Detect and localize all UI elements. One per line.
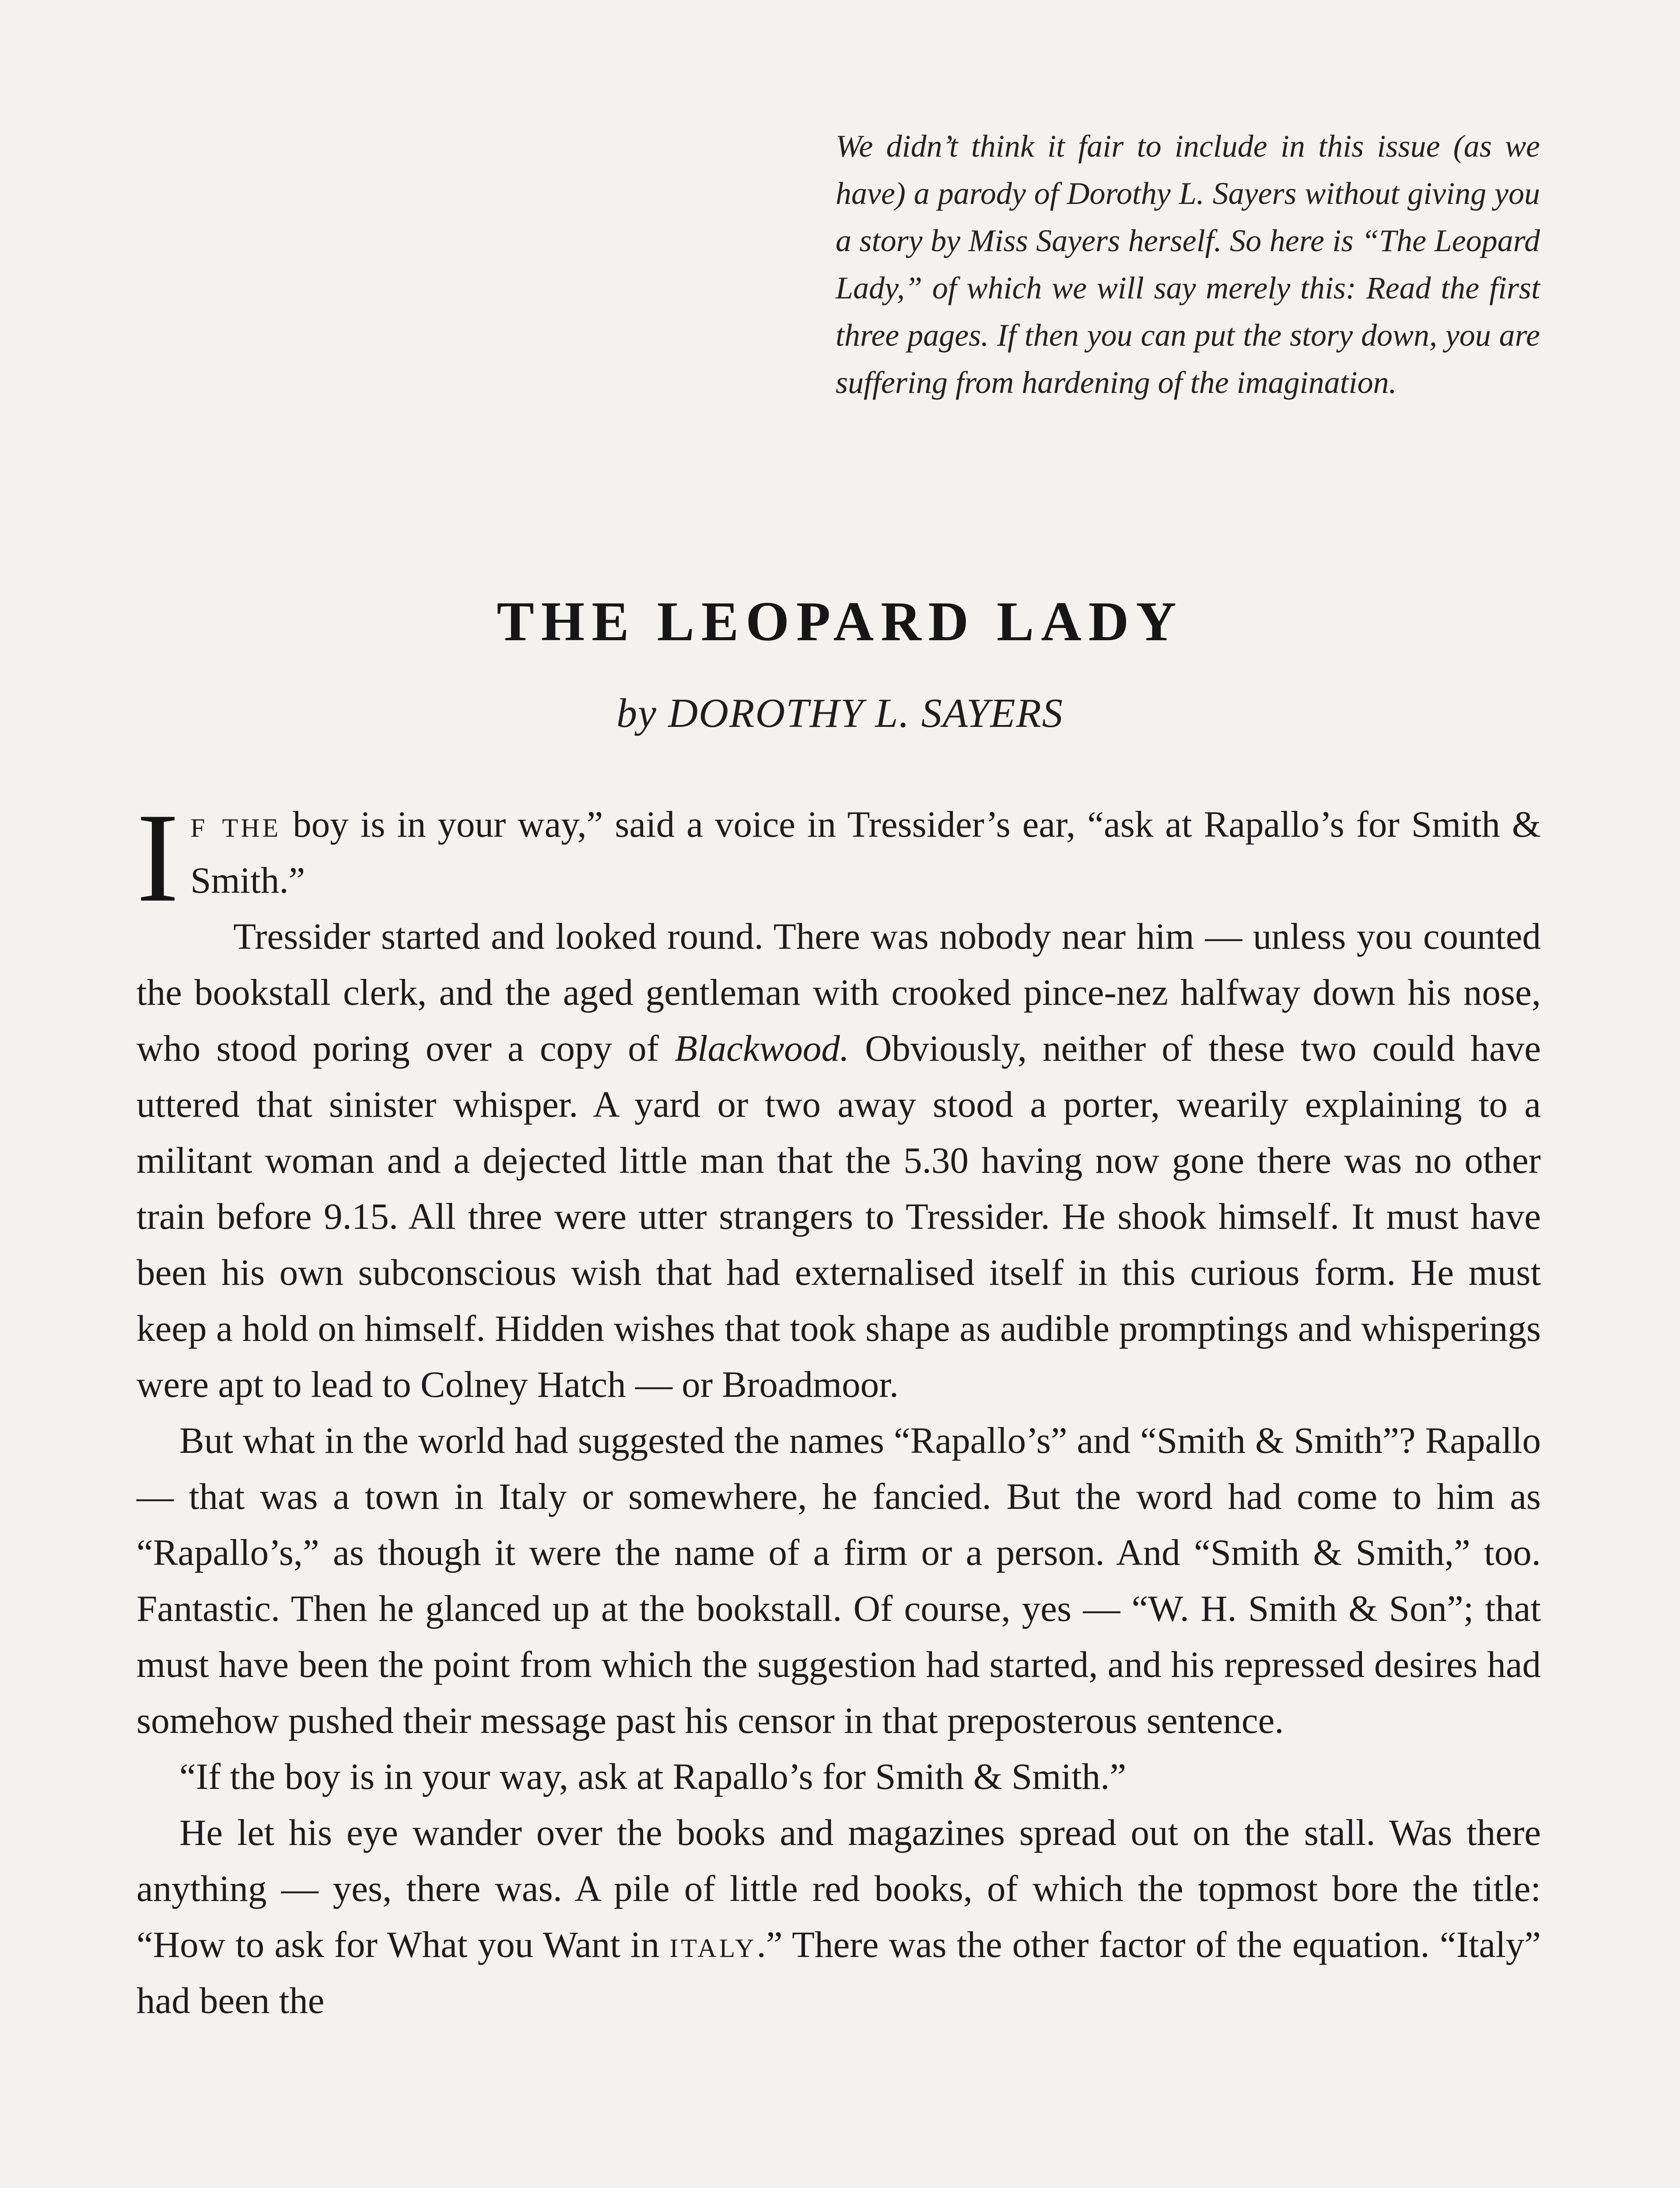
drop-cap: I (136, 787, 179, 929)
opening-small-caps: f the (190, 804, 281, 845)
story-title: THE LEOPARD LADY (497, 590, 1183, 652)
paragraph-4: “If the boy is in your way, ask at Rapallo’s for Smith & Smith.” (179, 1756, 1127, 1797)
story-body (136, 787, 1541, 2029)
paragraph-5-text-before: He let his eye wander over the books and magazines spread out on the stall. Was there anything — yes, there was. A pile of little red books, of which the topmost bore the title: “How to ask for What you Want in (136, 1812, 1541, 1965)
magazine-title-italic: Blackwood. (675, 1028, 850, 1069)
paragraph-2-text-before: Tressider started and looked round. There was nobody near him — unless you counted the bookstall clerk, and the aged gentleman with crooked pince-nez halfway down his nose, who stood poring over a copy of (136, 916, 1541, 1069)
paragraph-1 (136, 787, 1541, 929)
paragraph-5-text-after: .” There was the other factor of the equation. “Italy” had been the (136, 1924, 1541, 2021)
paragraph-1-text: boy is in your way,” said a voice in Tressider’s ear, “ask at Rapallo’s for Smith & Smith.” (190, 804, 1541, 901)
italy-small-caps: italy (669, 1924, 757, 1965)
paragraph-2-text-after: Obviously, neither of these two could have uttered that sinister whisper. A yard or two away stood a porter, wearily explaining to a militant woman and a dejected little man that the 5.30 having now gone there was no other train before 9.15. All three were utter strangers to Tressider. He shook himself. It must have been his own subconscious wish that had externalised itself in this curious form. He must keep a hold on himself. Hidden wishes that took shape as audible promptings and whisperings were apt to lead to Colney Hatch — or Broadmoor. (136, 1028, 1541, 1405)
paragraph-3: But what in the world had suggested the names “Rapallo’s” and “Smith & Smith”? Rapallo — that was a town in Italy or somewhere, he fancied. But the word had come to him as “Rapallo’s,” as though it were the name of a firm or a person. And “Smith & Smith,” too. Fantastic. Then he glanced up at the bookstall. Of course, yes — “W. H. Smith & Son”; that must have been the point from which the suggestion had started, and his repressed desires had somehow pushed their message past his censor in that preposterous sentence. (136, 1420, 1541, 1741)
author-byline: by DOROTHY L. SAYERS (616, 691, 1064, 736)
editorial-note: We didn’t think it fair to include in this issue (as we have) a parody of Dorothy L. Sayers without giving you a story by Miss Sayers herself. So here is “The Leopard Lady,” of which we will say merely this: Read the first three pages. If then you can put the story down, you are suffering from hardening of the imagination. (836, 129, 1540, 400)
paragraph-2 (136, 908, 1541, 1413)
paragraph-5 (136, 1805, 1541, 2029)
